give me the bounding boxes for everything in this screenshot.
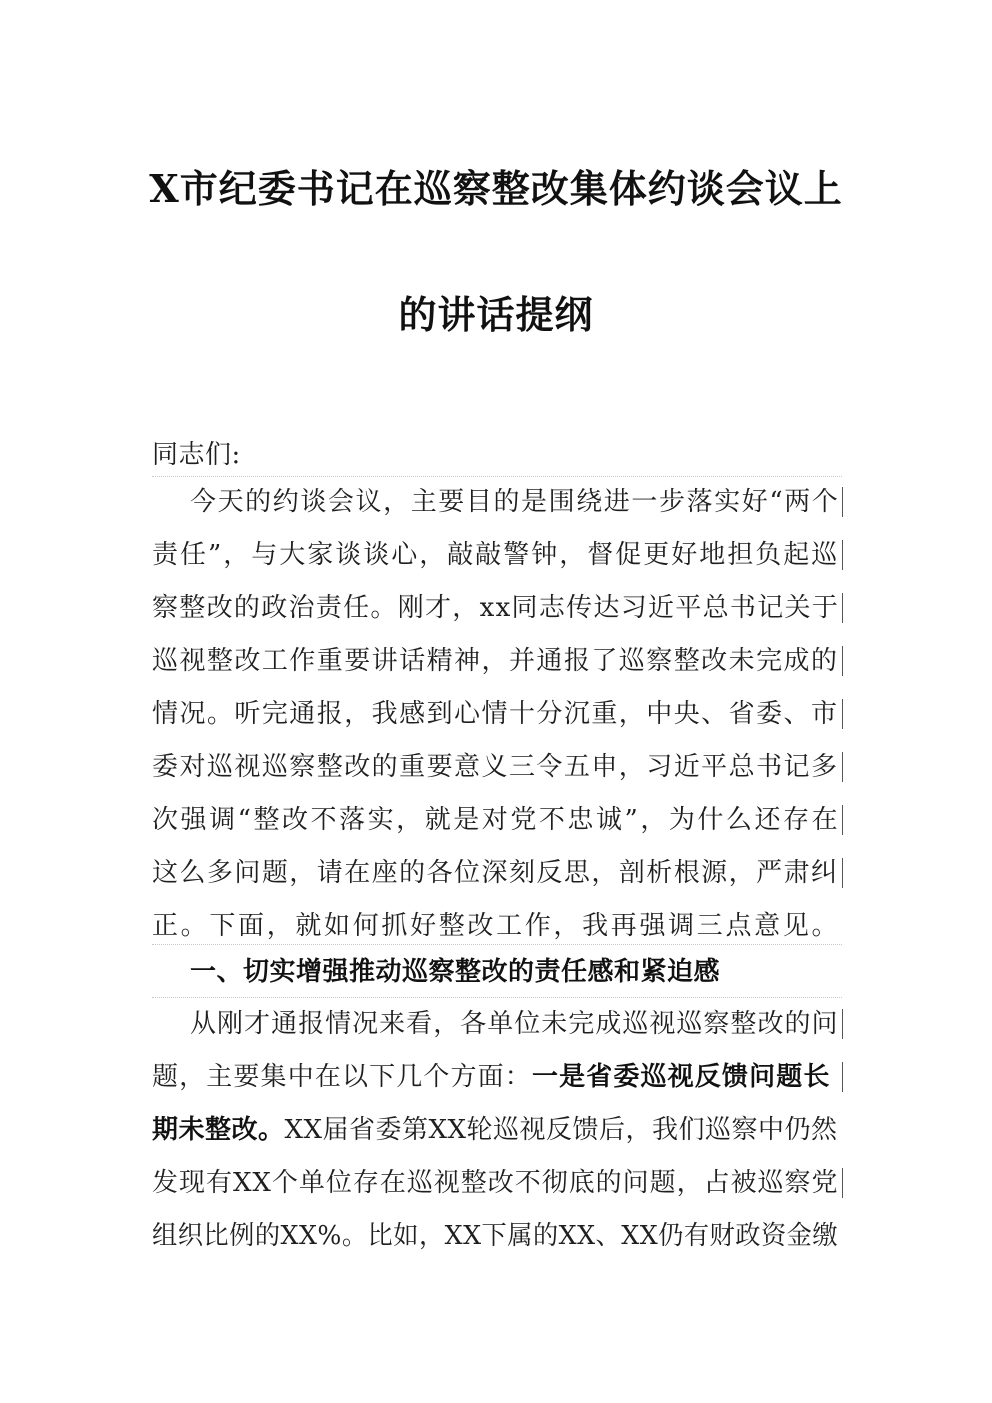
- paragraph-2-text: XX届省委第XX轮巡视反馈后，我们巡察中仍然: [284, 1115, 838, 1145]
- document-title-line-1: X市纪委书记在巡察整改集体约谈会议上: [149, 166, 843, 211]
- document-title-line-2: 的讲话提纲: [398, 292, 594, 337]
- paragraph-divider: [152, 476, 842, 477]
- text-cursor-mark: [842, 1168, 843, 1198]
- paragraph-1-line: 正。下面，就如何抓好整改工作，我再强调三点意见。: [152, 911, 841, 941]
- text-cursor-mark: [842, 805, 843, 835]
- text-cursor-mark: [842, 699, 843, 729]
- paragraph-1-line: 这么多问题，请在座的各位深刻反思，剖析根源，严肃纠: [152, 858, 839, 888]
- text-cursor-mark: [842, 1062, 843, 1092]
- text-cursor-mark: [842, 858, 843, 888]
- text-cursor-mark: [842, 1009, 843, 1039]
- text-cursor-mark: [842, 540, 843, 570]
- paragraph-2-line: 组织比例的XX%。比如，XX下属的XX、XX仍有财政资金缴: [152, 1221, 839, 1251]
- paragraph-divider: [152, 997, 842, 998]
- paragraph-2-text: 题，主要集中在以下几个方面：: [152, 1062, 532, 1092]
- paragraph-2-line: 发现有XX个单位存在巡视整改不彻底的问题，占被巡察党: [152, 1168, 839, 1198]
- paragraph-1-line: 情况。听完通报，我感到心情十分沉重，中央、省委、市: [152, 699, 839, 729]
- paragraph-1-line: 责任”，与大家谈谈心，敲敲警钟，督促更好地担负起巡: [152, 540, 840, 570]
- section-1-heading: 一、切实增强推动巡察整改的责任感和紧迫感: [190, 957, 721, 987]
- paragraph-1-line: 次强调“整改不落实，就是对党不忠诚”，为什么还存在: [152, 805, 841, 835]
- paragraph-1-line: 巡视整改工作重要讲话精神，并通报了巡察整改未完成的: [152, 646, 839, 676]
- emphasis-text: 一是省委巡视反馈问题长: [531, 1062, 831, 1092]
- paragraph-2-line: [152, 1110, 838, 1150]
- paragraph-1-line: 察整改的政治责任。刚才，xx同志传达习近平总书记关于: [152, 593, 840, 623]
- paragraph-1-line: 今天的约谈会议，主要目的是围绕进一步落实好“两个: [190, 487, 840, 517]
- salutation: 同志们:: [152, 440, 241, 470]
- paragraph-1-line: 委对巡视巡察整改的重要意义三令五申，习近平总书记多: [152, 752, 839, 782]
- emphasis-text: 期未整改。: [152, 1115, 285, 1145]
- text-cursor-mark: [842, 487, 843, 517]
- text-cursor-mark: [842, 646, 843, 676]
- paragraph-2-line: 从刚才通报情况来看，各单位未完成巡视巡察整改的问: [190, 1009, 839, 1039]
- text-cursor-mark: [842, 593, 843, 623]
- text-cursor-mark: [842, 752, 843, 782]
- paragraph-2-line: [152, 1057, 830, 1097]
- paragraph-divider: [152, 944, 842, 945]
